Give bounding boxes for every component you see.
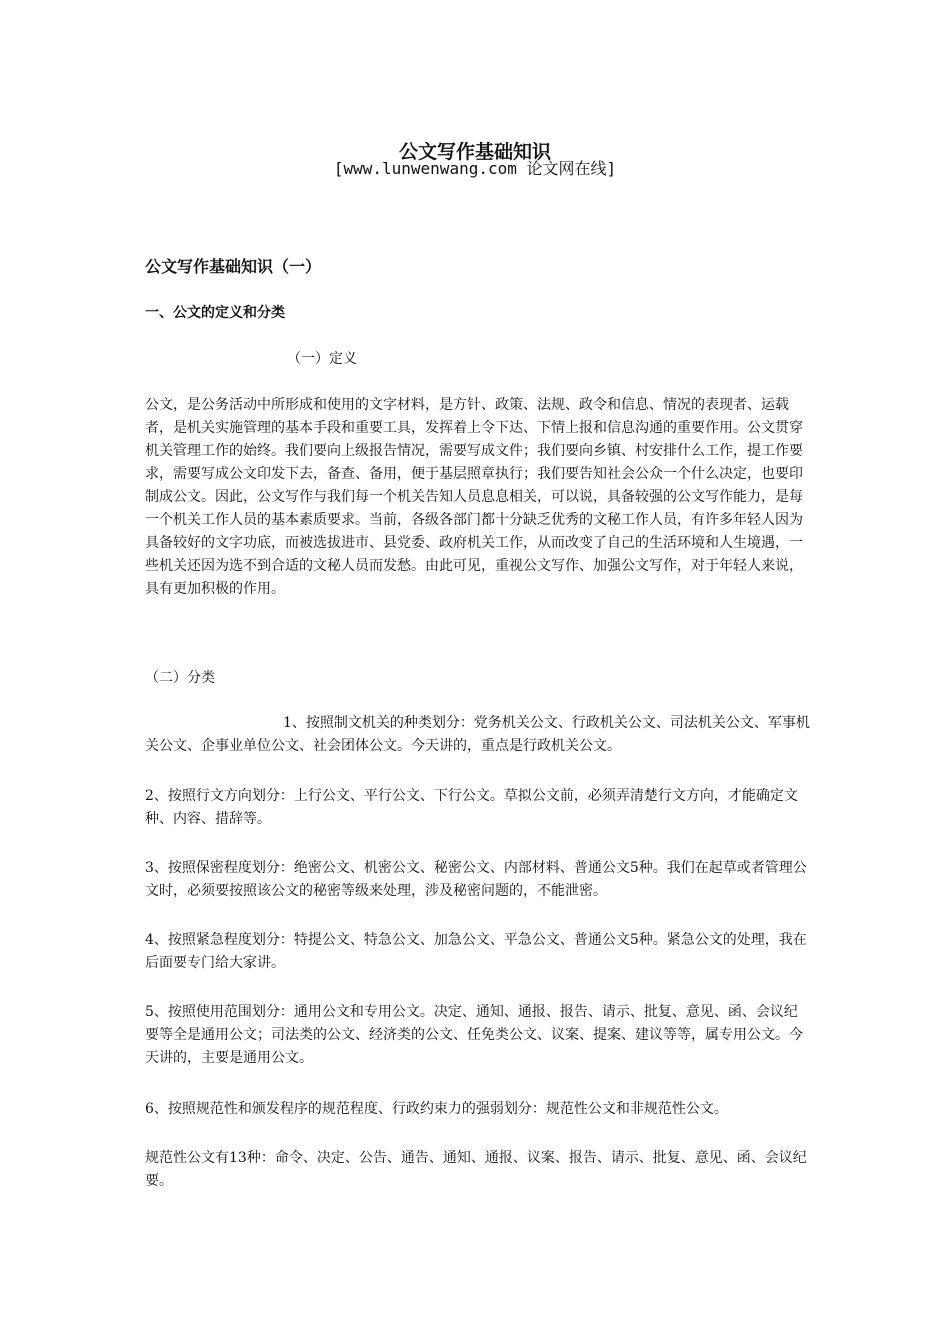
classification-item: 4、按照紧急程度划分：特提公文、特急公文、加急公文、平急公文、普通公文5种。紧急公文的处理，我在后面要专门给大家讲。 [145,932,807,971]
document-source: [www.lunwenwang.com 论文网在线] [333,159,617,178]
definition-label: （一）定义 [287,351,357,367]
normative-paragraph: 规范性公文有13种：命令、决定、公告、通告、通知、通报、议案、报告、请示、批复、意见、函、会议纪要。 [145,1150,807,1189]
classification-item: 2、按照行文方向划分：上行公文、平行公文、下行公文。草拟公文前，必须弄清楚行文方向，才能确定文种、内容、措辞等。 [145,788,798,827]
section-heading: 公文写作基础知识（一） [145,257,322,276]
definition-paragraph: 公文，是公务活动中所形成和使用的文字材料，是方针、政策、法规、政令和信息、情况的表现者、运载者，是机关实施管理的基本手段和重要工具，发挥着上令下达、下情上报和信息沟通的重要作用。公文贯穿机关管理工作的始终。我们要向上级报告情况，需要写成文件；我们要向乡镇、村安排什么工作，提工作要求，需要写成公文印发下去，备查、备用，便于基层照章执行；我们要告知社会公众一个什么决定，也要印制成公文。因此，公文写作与我们每一个机关告知人员息息相关，可以说，具备较强的公文写作能力，是每一个机关工作人员的基本素质要求。当前，各级各部门都十分缺乏优秀的文秘工作人员，有许多年轻人因为具备较好的文字功底，而被选拔进市、县党委、政府机关工作，从而改变了自己的生活环境和人生境遇，一些机关还因为选不到合适的文秘人员而发愁。由此可见，重视公文写作、加强公文写作，对于年轻人来说，具有更加积极的作用。 [145,397,803,597]
classification-item: 3、按照保密程度划分：绝密公文、机密公文、秘密公文、内部材料、普通公文5种。我们在起草或者管理公文时，必须要按照该公文的秘密等级来处理，涉及秘密问题的，不能泄密。 [145,860,807,899]
classification-label: （二）分类 [145,670,215,686]
classification-item: 5、按照使用范围划分：通用公文和专用公文。决定、通知、通报、报告、请示、批复、意见、函、会议纪要等全是通用公文；司法类的公文、经济类的公文、任免类公文、议案、提案、建议等等，属专用公文。今天讲的，主要是通用公文。 [145,1004,803,1066]
classification-item: 1、按照制文机关的种类划分：党务机关公文、行政机关公文、司法机关公文、军事机关公文、企事业单位公文、社会团体公文。今天讲的，重点是行政机关公文。 [145,715,810,754]
document-title: 公文写作基础知识 [398,141,551,163]
classification-item: 6、按照规范性和颁发程序的规范程度、行政约束力的强弱划分：规范性公文和非规范性公文。 [145,1101,728,1117]
sub-heading: 一、公文的定义和分类 [145,305,285,321]
